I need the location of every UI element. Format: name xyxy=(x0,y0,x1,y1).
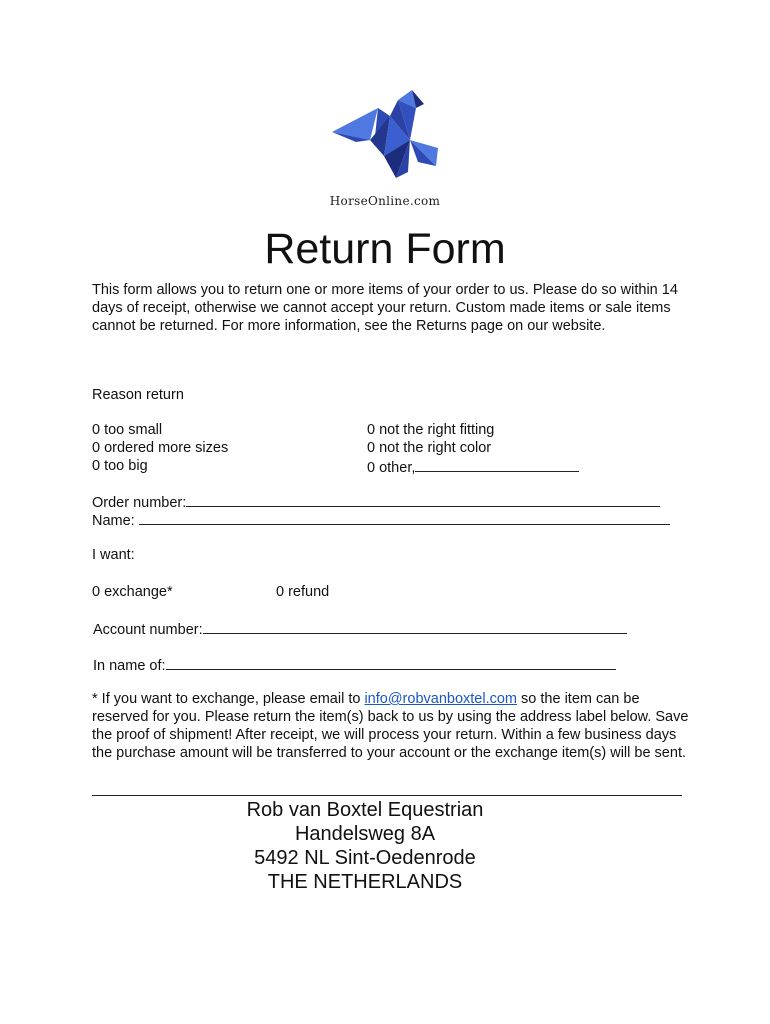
logo-wordmark: HorseOnline.com xyxy=(329,194,441,208)
address-line-4: THE NETHERLANDS xyxy=(267,871,463,893)
in-name-of-label: In name of: xyxy=(93,658,166,674)
reason-option-not-right-fitting: 0 not the right fitting xyxy=(367,422,495,438)
horse-logo-icon xyxy=(326,84,456,180)
address-line-1: Rob van Boxtel Equestrian xyxy=(246,799,484,821)
note-text-before: * If you want to exchange, please email to xyxy=(92,691,365,707)
order-number-label: Order number: xyxy=(92,495,187,511)
intro-paragraph: This form allows you to return one or more items of your order to us. Please do so within 14 days of receipt, otherwise we cannot accept your return. Custom made items or sale items cannot be returned. For more information, see the Returns page on our website. xyxy=(92,282,678,334)
reason-option-too-big: 0 too big xyxy=(92,458,148,474)
email-link[interactable]: info@robvanboxtel.com xyxy=(364,691,518,707)
account-number-field xyxy=(93,619,627,639)
in-name-of-field xyxy=(93,655,616,675)
exchange-note xyxy=(92,690,692,762)
reason-option-ordered-more-sizes: 0 ordered more sizes xyxy=(92,440,229,456)
in-name-of-line xyxy=(166,655,616,670)
note-text-after: so the item can be reserved for you. Please return the item(s) back to us by using the address label below. Save the proof of shipment! After receipt, we will process your return. Within a few business days the purchase amount will be transferred to your account or the exchange item(s) will be sent. xyxy=(92,691,689,761)
order-number-line xyxy=(186,492,660,507)
order-number-field xyxy=(92,492,660,512)
name-label: Name: xyxy=(92,513,139,529)
reason-option-too-small: 0 too small xyxy=(92,422,163,438)
other-reason-line xyxy=(415,457,579,472)
reason-heading: Reason return xyxy=(92,387,184,403)
option-refund: 0 refund xyxy=(276,584,330,600)
address-line-3: 5492 NL Sint-Oedenrode xyxy=(254,847,476,869)
i-want-heading: I want: xyxy=(92,547,135,563)
reason-option-other xyxy=(367,457,579,477)
option-exchange: 0 exchange* xyxy=(92,584,173,600)
name-field xyxy=(92,510,670,530)
reason-option-other-label: 0 other, xyxy=(367,460,416,476)
account-number-line xyxy=(203,619,627,634)
name-line xyxy=(139,510,670,525)
address-divider xyxy=(92,795,682,796)
account-number-label: Account number: xyxy=(93,622,203,638)
reason-option-not-right-color: 0 not the right color xyxy=(367,440,492,456)
address-line-2: Handelsweg 8A xyxy=(294,823,436,845)
page-title: Return Form xyxy=(264,225,506,273)
